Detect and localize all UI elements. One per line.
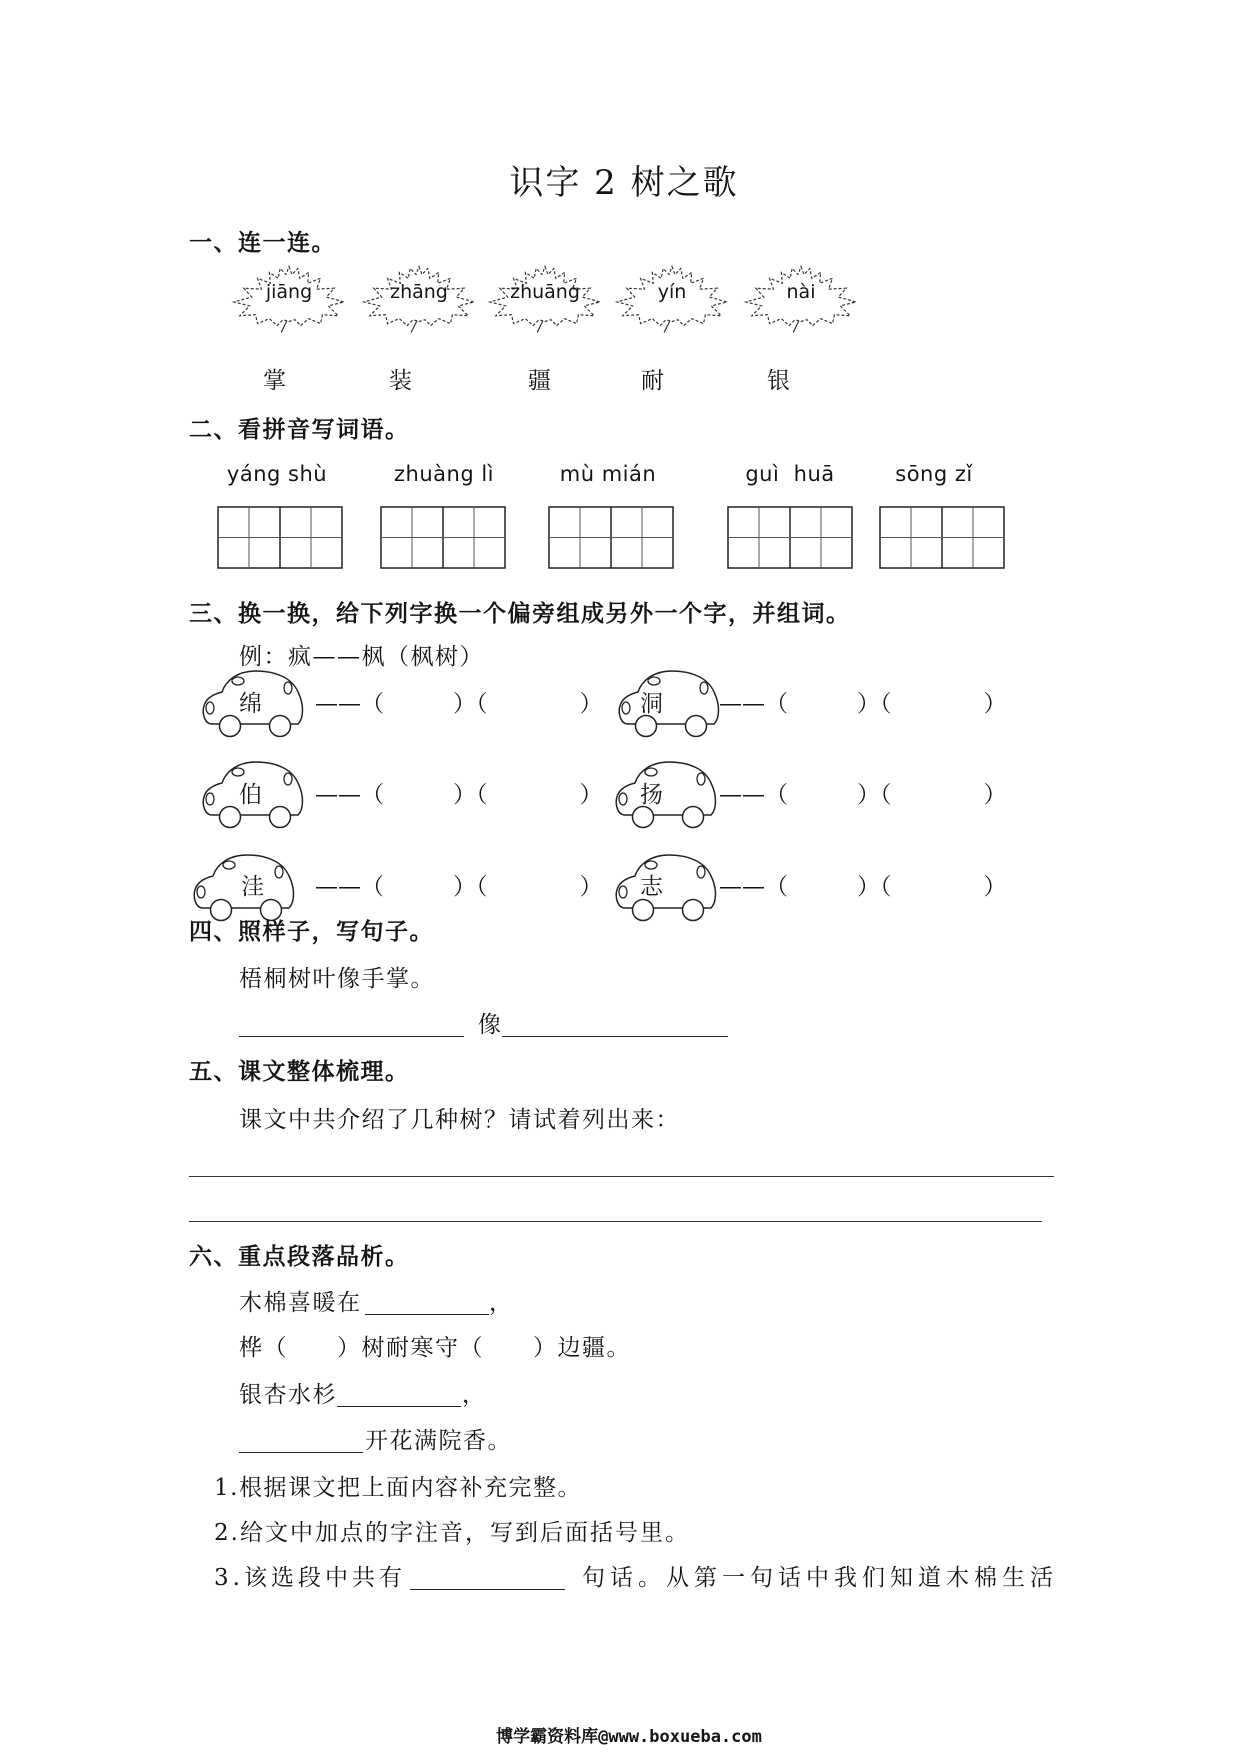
passage-punctuation: ， bbox=[489, 1290, 514, 1316]
passage-line-4: 开花满院香。 bbox=[365, 1428, 512, 1454]
pinyin-leaf-1 bbox=[230, 264, 348, 334]
match-character: 银 bbox=[767, 368, 792, 394]
car-icon bbox=[616, 668, 722, 738]
section3-heading: 三、换一换，给下列字换一个偏旁组成另外一个字，并组词。 bbox=[189, 601, 851, 627]
fill-blank[interactable]: ——（ ）（ ） bbox=[315, 782, 603, 808]
car-character: 洞 bbox=[640, 691, 665, 717]
tianzige-box[interactable] bbox=[727, 506, 853, 569]
fill-blank[interactable]: ——（ ）（ ） bbox=[315, 874, 603, 900]
answer-blank[interactable] bbox=[239, 1036, 464, 1037]
pinyin-leaf-4 bbox=[613, 264, 731, 334]
fill-blank[interactable]: ——（ ）（ ） bbox=[315, 691, 603, 717]
leaf-pinyin: yín bbox=[657, 281, 687, 303]
leaf-pinyin: zhāng bbox=[390, 281, 448, 303]
answer-blank[interactable] bbox=[365, 1314, 489, 1315]
car-icon bbox=[613, 759, 719, 829]
word-pinyin: mù mián bbox=[559, 462, 657, 486]
pinyin-leaf-5 bbox=[742, 264, 860, 334]
answer-blank[interactable] bbox=[502, 1036, 728, 1037]
word-pinyin: yáng shù bbox=[226, 462, 328, 486]
leaf-pinyin: zhuāng bbox=[510, 281, 580, 303]
page-title: 识字 2 树之歌 bbox=[509, 163, 739, 203]
tianzige-box[interactable] bbox=[548, 506, 674, 569]
car-character: 扬 bbox=[640, 782, 665, 808]
section6-heading: 六、重点段落品析。 bbox=[189, 1244, 410, 1270]
passage-line-3: 银杏水杉 bbox=[239, 1382, 337, 1408]
match-character: 掌 bbox=[263, 368, 288, 394]
section4-heading: 四、照样子，写句子。 bbox=[189, 919, 434, 945]
question-3-continued: 句话。从第一句话中我们知道木棉生活 bbox=[582, 1565, 1058, 1591]
section1-heading: 一、连一连。 bbox=[189, 230, 336, 256]
passage-line-2: 桦（ ）树耐寒守（ ）边疆。 bbox=[239, 1335, 631, 1361]
fill-blank[interactable]: ——（ ）（ ） bbox=[719, 691, 1007, 717]
section5-heading: 五、课文整体梳理。 bbox=[189, 1059, 410, 1085]
match-character: 装 bbox=[389, 368, 414, 394]
footer-watermark: 博学霸资料库@www.boxueba.com bbox=[496, 1727, 762, 1747]
car-character: 洼 bbox=[241, 874, 266, 900]
car-icon bbox=[613, 852, 719, 922]
word-pinyin: sōng zǐ bbox=[895, 462, 973, 486]
section2-heading: 二、看拼音写词语。 bbox=[189, 417, 410, 443]
fill-blank[interactable]: ——（ ）（ ） bbox=[719, 874, 1007, 900]
match-character: 耐 bbox=[641, 368, 666, 394]
match-character: 疆 bbox=[528, 368, 553, 394]
pinyin-leaf-2 bbox=[360, 264, 478, 334]
word-pinyin: zhuàng lì bbox=[394, 462, 494, 486]
car-character: 伯 bbox=[239, 782, 264, 808]
answer-line[interactable] bbox=[189, 1176, 1054, 1177]
question-1: 1.根据课文把上面内容补充完整。 bbox=[214, 1475, 582, 1501]
tianzige-box[interactable] bbox=[879, 506, 1005, 569]
passage-punctuation: ， bbox=[462, 1382, 487, 1408]
section5-prompt: 课文中共介绍了几种树？请试着列出来： bbox=[239, 1107, 680, 1133]
leaf-pinyin: nài bbox=[786, 281, 816, 303]
car-character: 志 bbox=[640, 874, 665, 900]
answer-blank[interactable] bbox=[239, 1452, 363, 1453]
pinyin-leaf-3 bbox=[486, 264, 604, 334]
fill-blank[interactable]: ——（ ）（ ） bbox=[719, 782, 1007, 808]
section4-connector: 像 bbox=[478, 1012, 503, 1038]
tianzige-box[interactable] bbox=[217, 506, 343, 569]
leaf-pinyin: jiāng bbox=[265, 281, 313, 303]
answer-blank[interactable] bbox=[337, 1406, 461, 1407]
tianzige-box[interactable] bbox=[380, 506, 506, 569]
question-3: 3.该选段中共有 bbox=[214, 1565, 406, 1591]
question-2: 2.给文中加点的字注音，写到后面括号里。 bbox=[214, 1520, 690, 1546]
answer-line[interactable] bbox=[189, 1221, 1042, 1222]
answer-blank[interactable] bbox=[410, 1589, 565, 1590]
section4-example: 梧桐树叶像手掌。 bbox=[239, 966, 435, 992]
section3-example: 例：疯——枫（枫树） bbox=[239, 644, 484, 670]
car-character: 绵 bbox=[239, 691, 264, 717]
word-pinyin: guì huā bbox=[745, 462, 835, 486]
passage-line-1: 木棉喜暖在 bbox=[239, 1290, 362, 1316]
